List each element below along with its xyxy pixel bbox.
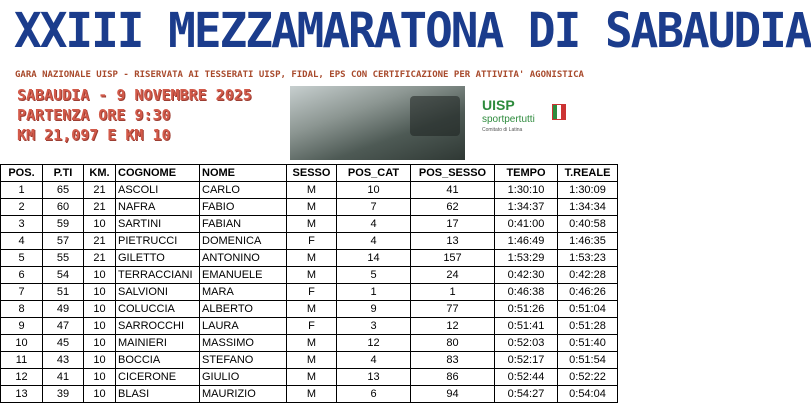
cell-pos-sex: 77: [411, 301, 495, 318]
cell-surname: SARTINI: [116, 216, 200, 233]
cell-km: 10: [84, 216, 116, 233]
cell-points: 57: [43, 233, 84, 250]
results-body: [1, 182, 618, 403]
cell-real-time: 0:52:22: [558, 369, 618, 386]
cell-name: DOMENICA: [200, 233, 287, 250]
cell-time: 0:42:30: [495, 267, 558, 284]
cell-pos-sex: 17: [411, 216, 495, 233]
cell-sex: M: [287, 182, 337, 199]
table-row: [1, 267, 618, 284]
cell-pos-cat: 1: [337, 284, 411, 301]
cell-name: MASSIMO: [200, 335, 287, 352]
cell-sex: M: [287, 386, 337, 403]
cell-pos-sex: 62: [411, 199, 495, 216]
banner-photo: [290, 86, 465, 160]
cell-real-time: 0:51:28: [558, 318, 618, 335]
col-header-real-time: T.REALE: [558, 165, 618, 182]
cell-time: 1:46:49: [495, 233, 558, 250]
cell-km: 21: [84, 233, 116, 250]
cell-real-time: 0:40:58: [558, 216, 618, 233]
cell-pos-sex: 80: [411, 335, 495, 352]
table-row: [1, 199, 618, 216]
cell-real-time: 0:54:04: [558, 386, 618, 403]
cell-sex: M: [287, 267, 337, 284]
cell-pos-cat: 6: [337, 386, 411, 403]
cell-pos-cat: 10: [337, 182, 411, 199]
cell-pos-cat: 7: [337, 199, 411, 216]
cell-name: MARA: [200, 284, 287, 301]
table-row: [1, 250, 618, 267]
cell-pos: 8: [1, 301, 43, 318]
event-start-time: PARTENZA ORE 9:30: [17, 106, 171, 124]
cell-points: 51: [43, 284, 84, 301]
col-header-sex: SESSO: [287, 165, 337, 182]
cell-name: FABIO: [200, 199, 287, 216]
cell-pos-sex: 12: [411, 318, 495, 335]
cell-points: 54: [43, 267, 84, 284]
cell-points: 39: [43, 386, 84, 403]
cell-pos-sex: 1: [411, 284, 495, 301]
col-header-name: NOME: [200, 165, 287, 182]
cell-pos: 4: [1, 233, 43, 250]
cell-pos-cat: 12: [337, 335, 411, 352]
cell-real-time: 0:46:26: [558, 284, 618, 301]
cell-surname: ASCOLI: [116, 182, 200, 199]
cell-points: 55: [43, 250, 84, 267]
cell-km: 21: [84, 250, 116, 267]
cell-points: 60: [43, 199, 84, 216]
col-header-pos-sex: POS_SESSO: [411, 165, 495, 182]
table-row: [1, 284, 618, 301]
cell-time: 0:52:03: [495, 335, 558, 352]
cell-real-time: 1:53:23: [558, 250, 618, 267]
cell-pos-cat: 13: [337, 369, 411, 386]
cell-name: LAURA: [200, 318, 287, 335]
cell-pos-sex: 24: [411, 267, 495, 284]
table-row: [1, 216, 618, 233]
cell-pos: 12: [1, 369, 43, 386]
cell-sex: M: [287, 369, 337, 386]
table-row: [1, 301, 618, 318]
col-header-km: KM.: [84, 165, 116, 182]
cell-pos-cat: 9: [337, 301, 411, 318]
cell-name: STEFANO: [200, 352, 287, 369]
cell-name: FABIAN: [200, 216, 287, 233]
cell-sex: M: [287, 199, 337, 216]
table-row: [1, 386, 618, 403]
cell-surname: CICERONE: [116, 369, 200, 386]
table-row: [1, 352, 618, 369]
cell-time: 1:30:10: [495, 182, 558, 199]
cell-sex: M: [287, 352, 337, 369]
table-row: [1, 182, 618, 199]
col-header-points: P.TI: [43, 165, 84, 182]
cell-name: CARLO: [200, 182, 287, 199]
cell-name: ANTONINO: [200, 250, 287, 267]
cell-surname: TERRACCIANI: [116, 267, 200, 284]
cell-pos-cat: 4: [337, 233, 411, 250]
cell-points: 43: [43, 352, 84, 369]
cell-time: 0:51:26: [495, 301, 558, 318]
cell-pos-cat: 5: [337, 267, 411, 284]
cell-time: 0:51:41: [495, 318, 558, 335]
cell-real-time: 1:30:09: [558, 182, 618, 199]
cell-name: GIULIO: [200, 369, 287, 386]
cell-surname: SARROCCHI: [116, 318, 200, 335]
cell-real-time: 1:46:35: [558, 233, 618, 250]
col-header-time: TEMPO: [495, 165, 558, 182]
cell-pos: 5: [1, 250, 43, 267]
header-row: [1, 165, 618, 182]
table-row: [1, 318, 618, 335]
cell-km: 10: [84, 267, 116, 284]
event-distances: KM 21,097 E KM 10: [17, 126, 171, 144]
cell-time: 0:54:27: [495, 386, 558, 403]
uisp-logo-text: UISP: [482, 97, 515, 113]
cell-real-time: 0:51:04: [558, 301, 618, 318]
cell-time: 0:41:00: [495, 216, 558, 233]
cell-pos: 2: [1, 199, 43, 216]
cell-surname: GILETTO: [116, 250, 200, 267]
cell-name: ALBERTO: [200, 301, 287, 318]
cell-km: 10: [84, 318, 116, 335]
col-header-pos: POS.: [1, 165, 43, 182]
event-banner: [0, 0, 811, 160]
cell-pos-cat: 4: [337, 352, 411, 369]
cell-km: 10: [84, 369, 116, 386]
cell-pos: 9: [1, 318, 43, 335]
cell-points: 59: [43, 216, 84, 233]
cell-pos-sex: 83: [411, 352, 495, 369]
cell-pos-sex: 13: [411, 233, 495, 250]
cell-sex: M: [287, 216, 337, 233]
cell-pos: 7: [1, 284, 43, 301]
cell-name: EMANUELE: [200, 267, 287, 284]
cell-sex: F: [287, 233, 337, 250]
cell-surname: SALVIONI: [116, 284, 200, 301]
cell-pos: 6: [1, 267, 43, 284]
cell-pos: 1: [1, 182, 43, 199]
cell-pos: 11: [1, 352, 43, 369]
cell-pos-cat: 14: [337, 250, 411, 267]
uisp-tagline: sportpertutti: [482, 114, 535, 125]
cell-real-time: 0:51:54: [558, 352, 618, 369]
cell-surname: PIETRUCCI: [116, 233, 200, 250]
cell-pos-sex: 94: [411, 386, 495, 403]
cell-points: 65: [43, 182, 84, 199]
cell-pos-cat: 3: [337, 318, 411, 335]
cell-surname: NAFRA: [116, 199, 200, 216]
cell-km: 10: [84, 301, 116, 318]
cell-km: 10: [84, 335, 116, 352]
event-date: SABAUDIA - 9 NOVEMBRE 2025: [17, 86, 252, 104]
cell-time: 0:46:38: [495, 284, 558, 301]
table-row: [1, 335, 618, 352]
cell-surname: BLASI: [116, 386, 200, 403]
cell-km: 10: [84, 284, 116, 301]
cell-real-time: 0:42:28: [558, 267, 618, 284]
event-title: XXIII MEZZAMARATONA DI SABAUDIA: [14, 2, 811, 59]
results-table: [0, 164, 618, 403]
cell-pos-sex: 86: [411, 369, 495, 386]
cell-km: 10: [84, 386, 116, 403]
table-row: [1, 369, 618, 386]
cell-real-time: 0:51:40: [558, 335, 618, 352]
cell-time: 0:52:44: [495, 369, 558, 386]
cell-sex: M: [287, 335, 337, 352]
cell-sex: M: [287, 301, 337, 318]
cell-km: 21: [84, 199, 116, 216]
cell-surname: COLUCCIA: [116, 301, 200, 318]
cell-pos: 3: [1, 216, 43, 233]
cell-real-time: 1:34:34: [558, 199, 618, 216]
cell-pos-sex: 157: [411, 250, 495, 267]
cell-km: 10: [84, 352, 116, 369]
cell-surname: BOCCIA: [116, 352, 200, 369]
uisp-logo: [478, 94, 613, 134]
cell-time: 1:34:37: [495, 199, 558, 216]
cell-pos: 13: [1, 386, 43, 403]
table-row: [1, 233, 618, 250]
cell-name: MAURIZIO: [200, 386, 287, 403]
uisp-committee: Comitato di Latina: [482, 127, 523, 133]
col-header-surname: COGNOME: [116, 165, 200, 182]
italian-flag-icon: [552, 104, 566, 120]
cell-time: 1:53:29: [495, 250, 558, 267]
cell-points: 49: [43, 301, 84, 318]
cell-time: 0:52:17: [495, 352, 558, 369]
cell-surname: MAINIERI: [116, 335, 200, 352]
cell-points: 41: [43, 369, 84, 386]
cell-pos: 10: [1, 335, 43, 352]
col-header-pos-cat: POS_CAT: [337, 165, 411, 182]
event-subtitle: GARA NAZIONALE UISP - RISERVATA AI TESSERATI UISP, FIDAL, EPS CON CERTIFICAZIONE PER ATTIVITA' AGONISTICA: [15, 70, 584, 80]
cell-sex: M: [287, 250, 337, 267]
cell-pos-cat: 4: [337, 216, 411, 233]
cell-points: 45: [43, 335, 84, 352]
cell-pos-sex: 41: [411, 182, 495, 199]
cell-points: 47: [43, 318, 84, 335]
cell-sex: F: [287, 318, 337, 335]
cell-km: 21: [84, 182, 116, 199]
cell-sex: F: [287, 284, 337, 301]
